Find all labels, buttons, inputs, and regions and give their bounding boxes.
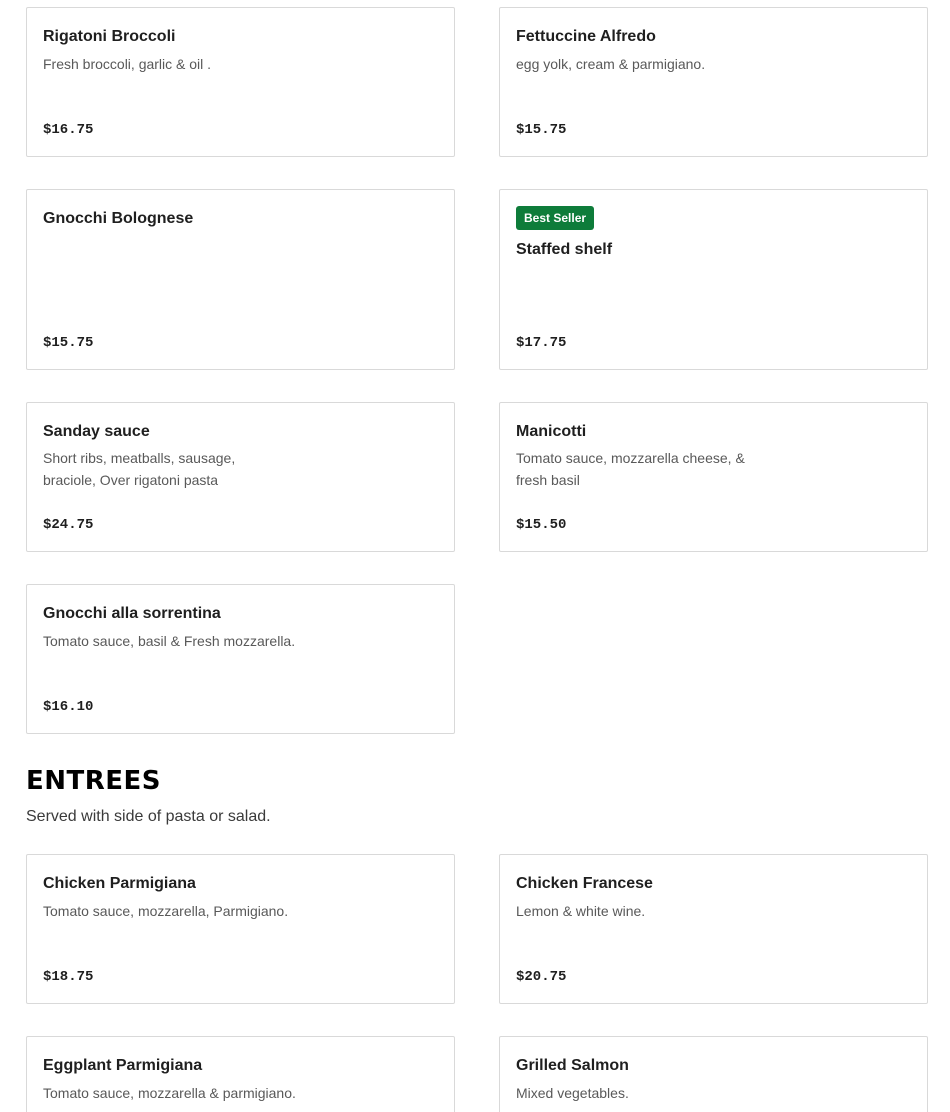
menu-item-name: Manicotti xyxy=(516,423,587,440)
menu-item-card[interactable] xyxy=(26,1036,455,1112)
menu-item-price: $18.75 xyxy=(43,969,94,985)
menu-item-price: $15.50 xyxy=(516,517,567,533)
menu-item-card[interactable] xyxy=(26,402,455,552)
menu-item-name: Eggplant Parmigiana xyxy=(43,1057,203,1074)
menu-item-price: $16.75 xyxy=(43,122,94,138)
menu-item-card[interactable] xyxy=(499,854,928,1004)
menu-item-card[interactable] xyxy=(499,402,928,552)
menu-item-card[interactable] xyxy=(26,7,455,157)
menu-item-description: Tomato sauce, mozzarella cheese, & fresh basil xyxy=(516,450,745,488)
menu-item-price: $17.75 xyxy=(516,335,567,351)
menu-item-card[interactable] xyxy=(26,189,455,370)
menu-item-name: Chicken Parmigiana xyxy=(43,875,196,892)
menu-item-card[interactable] xyxy=(499,1036,928,1112)
menu-item-description: Tomato sauce, mozzarella & parmigiano. xyxy=(43,1085,296,1101)
menu-item-card[interactable] xyxy=(26,854,455,1004)
menu-item-name: Gnocchi Bolognese xyxy=(43,210,194,227)
menu-item-price: $20.75 xyxy=(516,969,567,985)
menu-item-description: Tomato sauce, mozzarella, Parmigiano. xyxy=(43,903,289,919)
menu-item-description: Lemon & white wine. xyxy=(516,903,646,919)
menu-item-card[interactable] xyxy=(26,584,455,734)
menu-item-description: Tomato sauce, basil & Fresh mozzarella. xyxy=(43,633,296,649)
menu-item-name: Sanday sauce xyxy=(43,423,150,440)
menu-item-price: $15.75 xyxy=(516,122,567,138)
menu-item-name: Chicken Francese xyxy=(516,875,653,892)
menu-item-name: Rigatoni Broccoli xyxy=(43,28,176,45)
menu-item-name: Gnocchi alla sorrentina xyxy=(43,605,221,622)
menu-item-description: egg yolk, cream & parmigiano. xyxy=(516,56,706,72)
best-seller-badge: Best Seller xyxy=(516,206,594,230)
menu-item-name: Staffed shelf xyxy=(516,241,613,258)
menu-item-name: Grilled Salmon xyxy=(516,1057,629,1074)
menu-item-card[interactable] xyxy=(499,189,928,370)
menu-item-price: $16.10 xyxy=(43,699,94,715)
section-subtitle: Served with side of pasta or salad. xyxy=(26,808,271,825)
menu-item-card[interactable] xyxy=(499,7,928,157)
menu-item-description: Fresh broccoli, garlic & oil . xyxy=(43,56,212,72)
menu-item-description: Short ribs, meatballs, sausage, braciole, Over rigatoni pasta xyxy=(43,450,236,488)
menu-item-price: $15.75 xyxy=(43,335,94,351)
menu-item-name: Fettuccine Alfredo xyxy=(516,28,656,45)
menu-item-price: $24.75 xyxy=(43,517,94,533)
menu-item-description: Mixed vegetables. xyxy=(516,1085,629,1101)
section-title: ENTREES xyxy=(26,766,162,796)
